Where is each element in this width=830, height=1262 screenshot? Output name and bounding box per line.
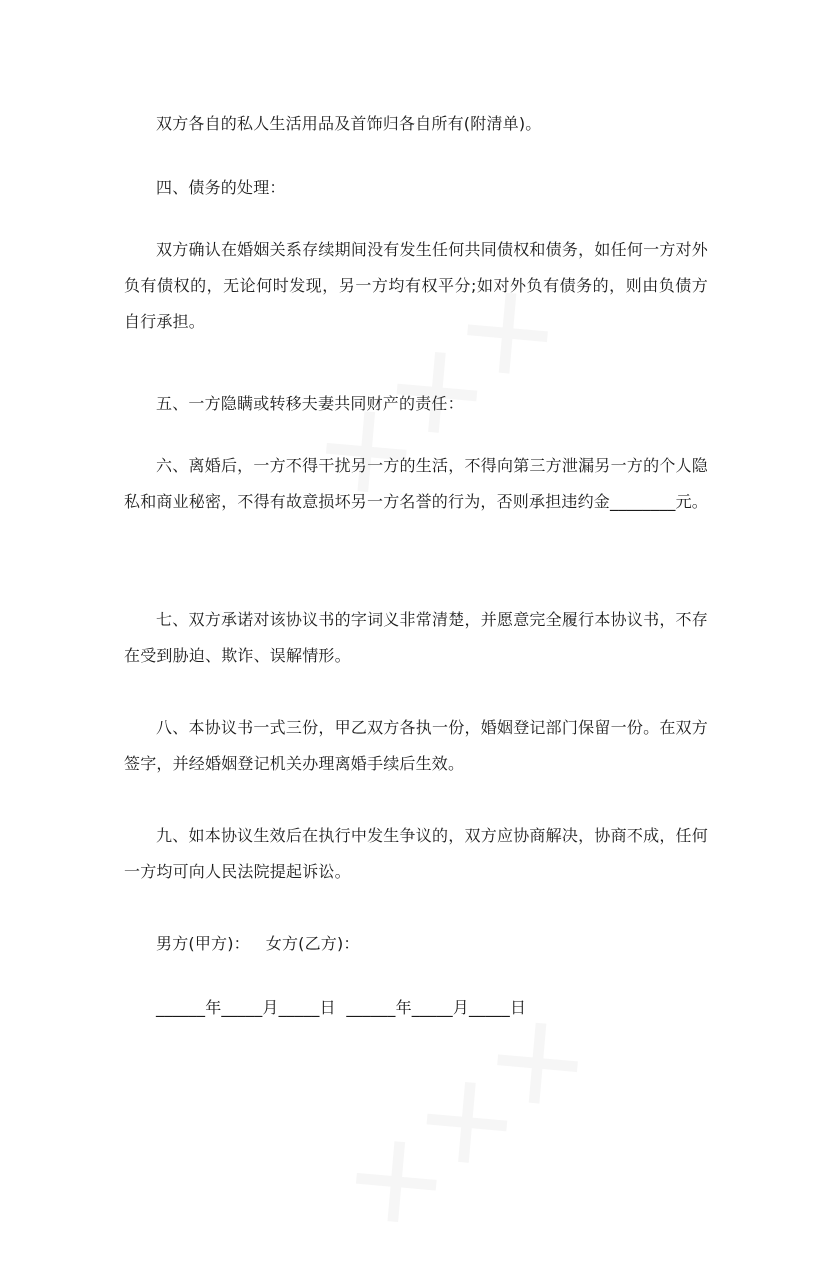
paragraph-debts: 双方确认在婚姻关系存续期间没有发生任何共同债权和债务，如任何一方对外负有债权的，无论何时发现，另一方均有权平分;如对外负有债务的，则由负债方自行承担。 — [124, 240, 708, 331]
paragraph-privacy: 六、离婚后，一方不得干扰另一方的生活，不得向第三方泄漏另一方的个人隐私和商业秘密，不得有故意损坏另一方名誉的行为，否则承担违约金________元。 — [124, 456, 709, 511]
paragraph-copies: 八、本协议书一式三份，甲乙双方各执一份，婚姻登记部门保留一份。在双方签字，并经婚姻登记机关办理离婚手续后生效。 — [124, 718, 708, 773]
paragraph-commitment: 七、双方承诺对该协议书的字词义非常清楚，并愿意完全履行本协议书，不存在受到胁迫、欺诈、误解情形。 — [124, 610, 708, 665]
section-heading-debts: 四、债务的处理： — [156, 178, 286, 197]
section-heading-concealment: 五、一方隐瞒或转移夫妻共同财产的责任： — [156, 394, 464, 413]
paragraph-personal-items: 双方各自的私人生活用品及首饰归各自所有(附清单)。 — [156, 114, 542, 133]
signature-line: 男方(甲方)： 女方(乙方)： — [156, 934, 360, 953]
paragraph-disputes: 九、如本协议生效后在执行中发生争议的，双方应协商解决，协商不成，任何一方均可向人民法院提起诉讼。 — [124, 826, 708, 881]
date-line: ______年_____月_____日 ______年_____月_____日 — [156, 998, 527, 1017]
watermark — [321, 986, 615, 1262]
